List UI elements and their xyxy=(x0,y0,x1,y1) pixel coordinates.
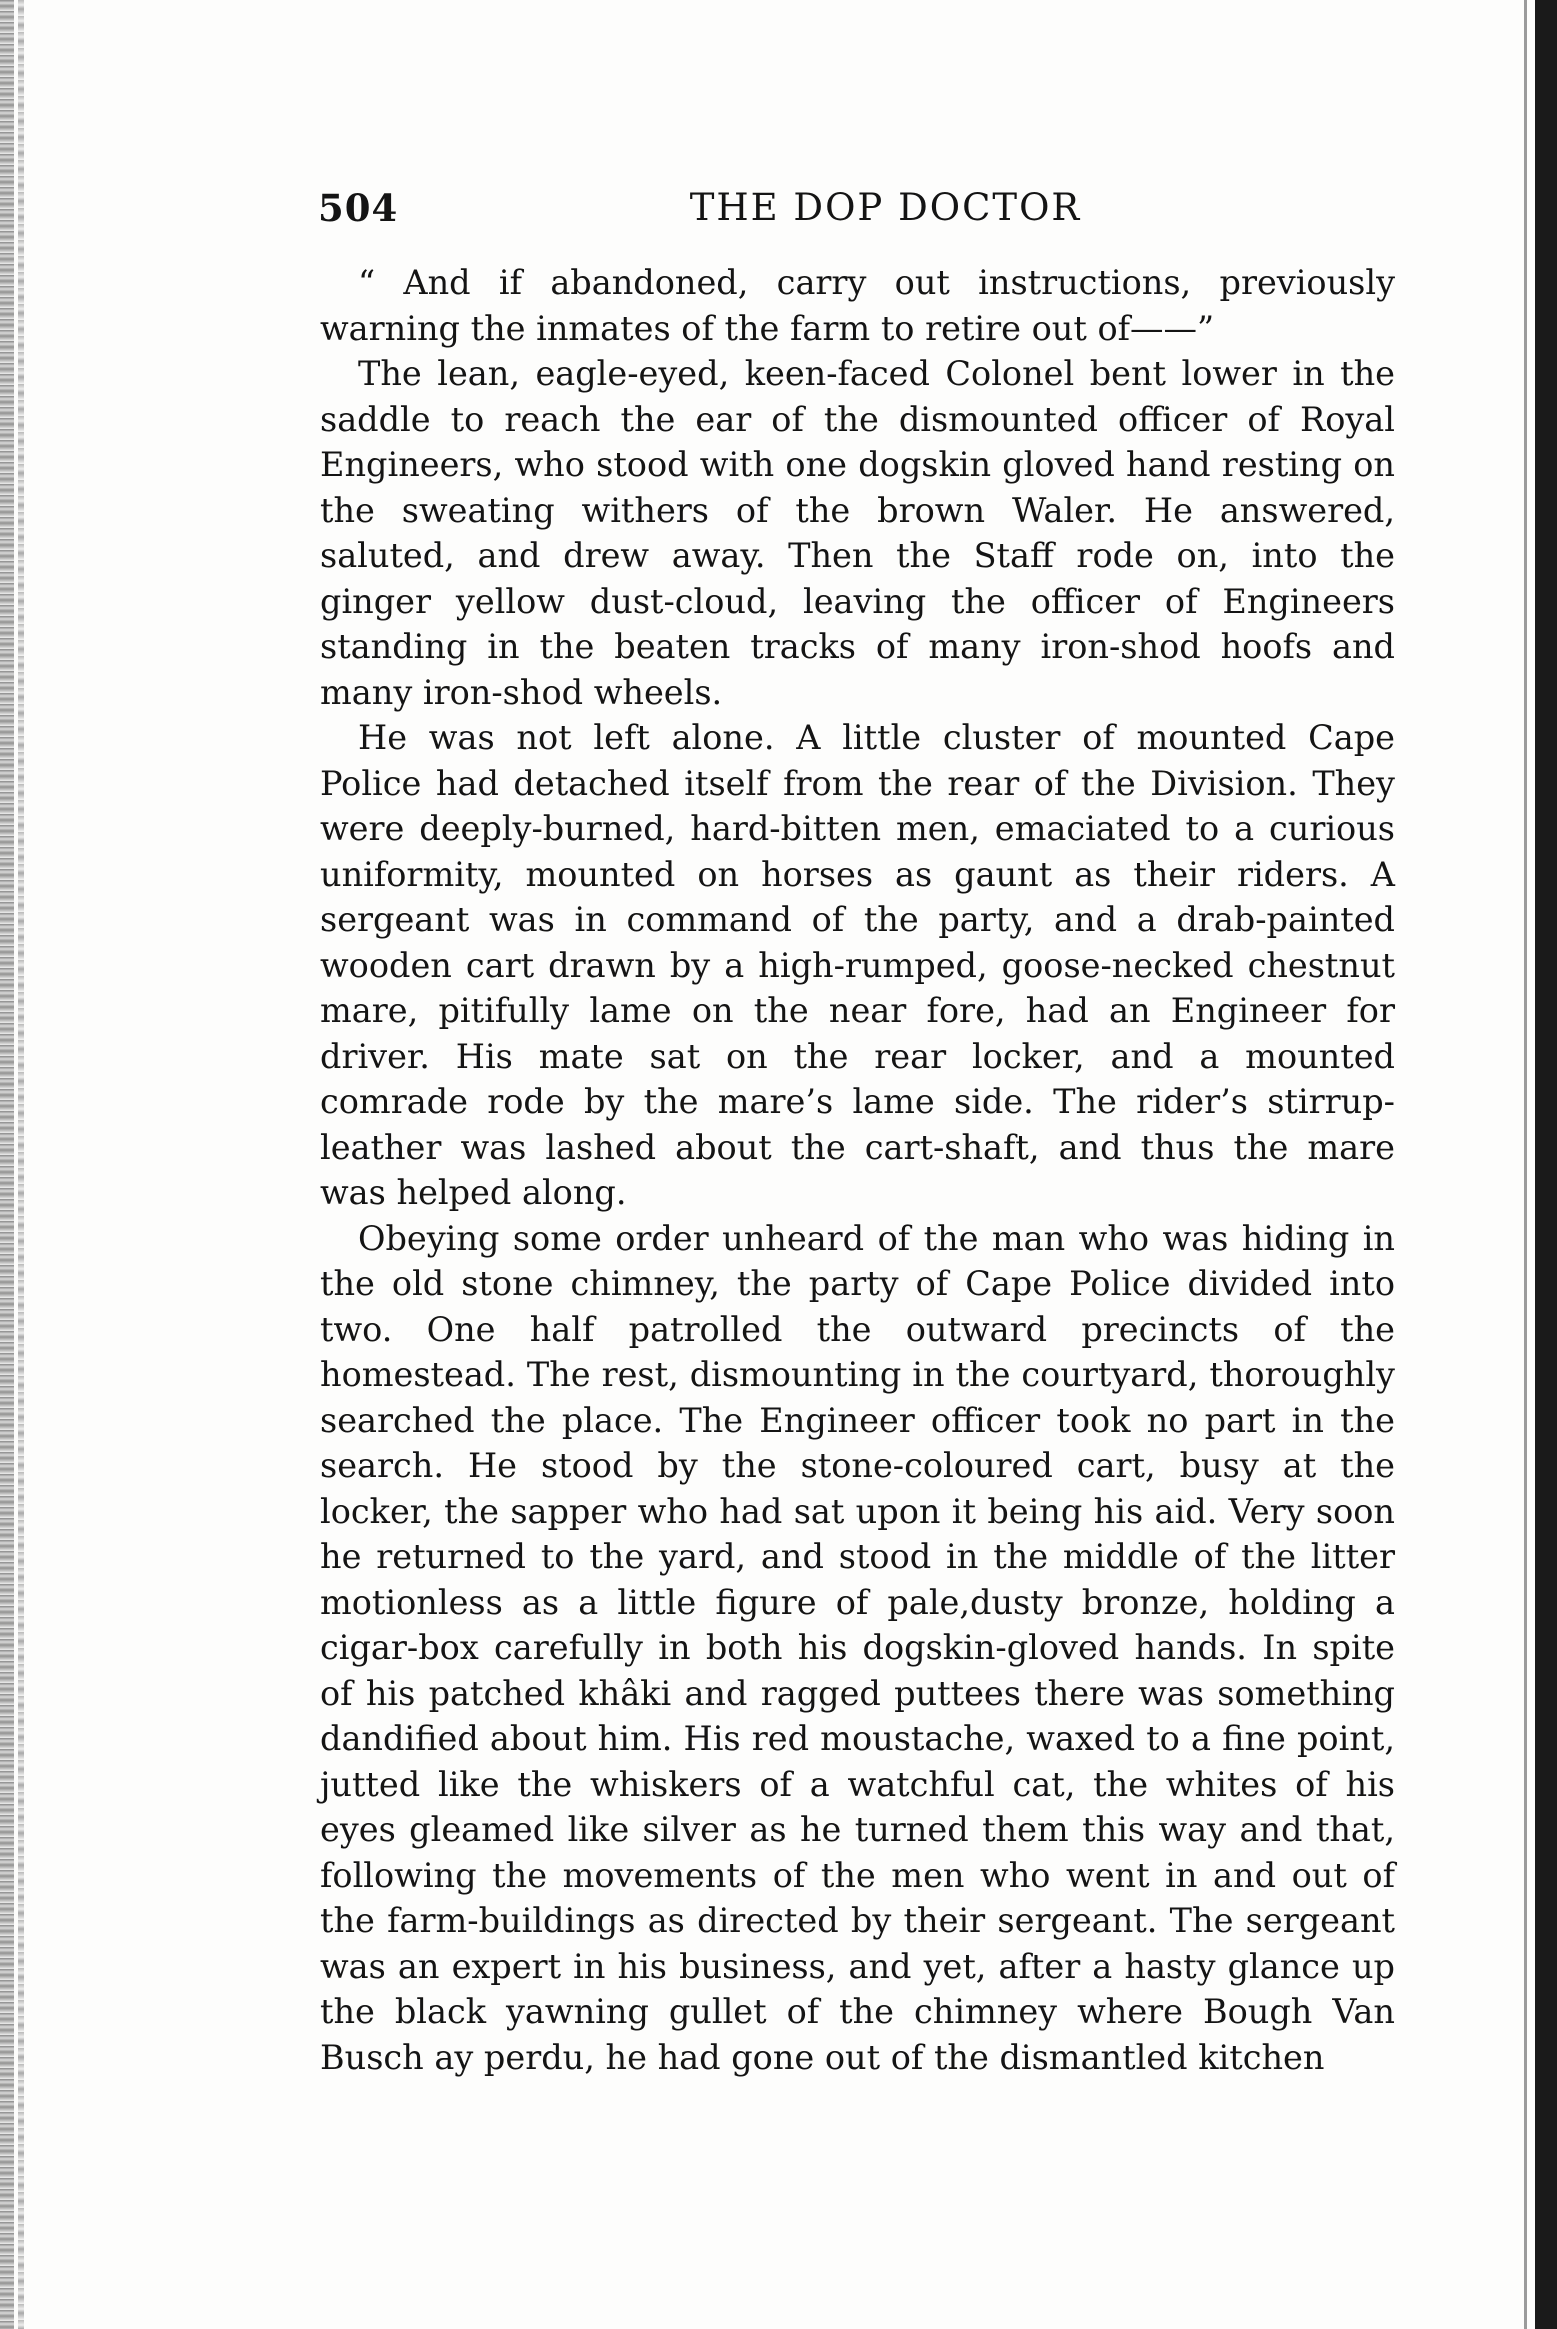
body-text xyxy=(320,260,1395,2080)
right-edge-line xyxy=(1524,0,1527,2329)
paragraph: The lean, eagle-eyed, keen-faced Colonel bent lower in the saddle to reach the ear of the dismounted officer of Royal Engineers, who stood with one dogskin gloved hand resting on the sweating withers of the brown Waler. He answered, saluted, and drew away. Then the Staff rode on, into the ginger yellow dust-cloud, leaving the officer of Engineers standing in the beaten tracks of many iron-shod hoofs and many iron-shod wheels. xyxy=(320,354,1395,712)
page-header xyxy=(318,186,1393,236)
page-number: 504 xyxy=(318,186,399,230)
paragraph: He was not left alone. A little cluster of mounted Cape Police had detached itself from the rear of the Division. They were deeply-burned, hard-bitten men, emaciated to a curious uniformity, mounted on horses as gaunt as their riders. A sergeant was in command of the party, and a drab-painted wooden cart drawn by a high-rumped, goose-necked chestnut mare, pitifully lame on the near fore, had an Engineer for driver. His mate sat on the rear locker, and a mounted comrade rode by the mare’s lame side. The rider’s stirrup-leather was lashed about the cart-shaft, and thus the mare was helped along. xyxy=(320,718,1395,1212)
running-head: THE DOP DOCTOR xyxy=(689,186,1082,229)
right-binding-edge xyxy=(1535,0,1557,2329)
paragraph: “ And if abandoned, carry out instructions, previously warning the inmates of the farm to retire out of——” xyxy=(320,263,1395,348)
left-binding-edge xyxy=(0,0,14,2329)
paragraph: Obeying some order unheard of the man who was hiding in the old stone chimney, the party of Cape Police divided into two. One half patrolled the outward precincts of the homestead. The rest, dismounting in the courtyard, thoroughly searched the place. The Engineer officer took no part in the search. He stood by the stone-coloured cart, busy at the locker, the sapper who had sat upon it being his aid. Very soon he returned to the yard, and stood in the middle of the litter motionless as a little figure of pale,dusty bronze, holding a cigar-box carefully in both his dogskin-gloved hands. In spite of his patched khâki and ragged puttees there was something dandified about him. His red moustache, waxed to a fine point, jutted like the whiskers of a watchful cat, the whites of his eyes gleamed like silver as he turned them this way and that, following the movements of the men who went in and out of the farm-buildings as directed by their sergeant. The sergeant was an expert in his business, and yet, after a hasty glance up the black yawning gullet of the chimney where Bough Van Busch ay perdu, he had gone out of the dismantled kitchen xyxy=(320,1218,1395,2077)
left-binding-shadow xyxy=(18,0,24,2329)
